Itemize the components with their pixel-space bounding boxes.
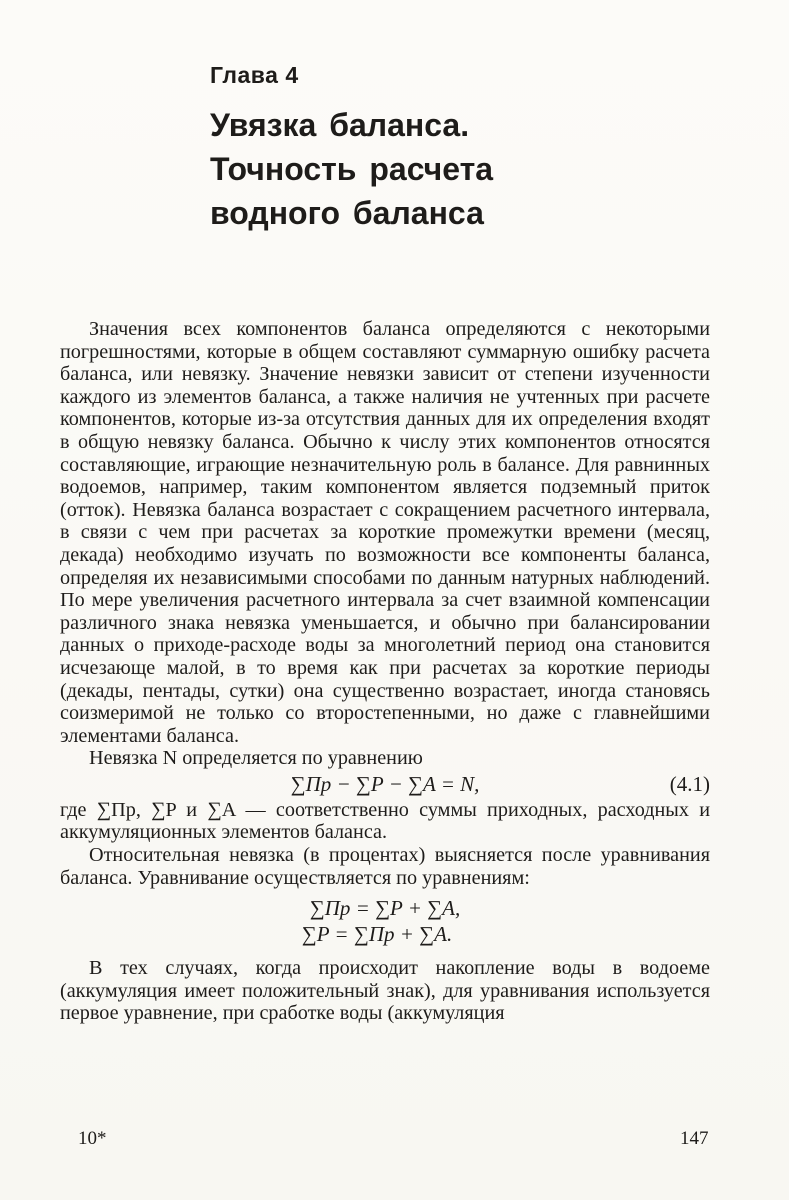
equation-4-1 bbox=[60, 772, 710, 797]
balancing-equation-2: ∑P = ∑Пр + ∑A. bbox=[301, 922, 453, 947]
chapter-title-line-3: водного баланса bbox=[210, 195, 484, 231]
paragraph-relative-residual: Относительная невязка (в процентах) выясняется после уравнивания баланса. Уравнивание осуществляется по уравнениям: bbox=[60, 844, 710, 889]
page-number: 147 bbox=[680, 1128, 709, 1149]
chapter-label: Глава 4 bbox=[210, 62, 299, 88]
body-text bbox=[60, 318, 710, 1025]
signature-mark: 10* bbox=[78, 1128, 107, 1149]
paragraph-where: где ∑Пр, ∑P и ∑A — соответственно суммы приходных, расходных и аккумуляционных элементов баланса. bbox=[60, 798, 710, 844]
paragraph-definition: Невязка N определяется по уравнению bbox=[89, 747, 423, 770]
chapter-heading bbox=[210, 62, 630, 235]
chapter-title bbox=[210, 103, 630, 235]
equation-number: (4.1) bbox=[669, 771, 710, 796]
equation-4-1-body: ∑Пр − ∑P − ∑A = N, bbox=[290, 771, 480, 796]
chapter-title-line-1: Увязка баланса. bbox=[210, 107, 470, 143]
paragraph-cases: В тех случаях, когда происходит накопление воды в водоеме (аккумуляция имеет положительный знак), для уравнивания используется первое уравнение, при сработке воды (аккумуляция bbox=[60, 957, 710, 1025]
paragraph-intro: Значения всех компонентов баланса определяются с некоторыми погрешностями, которые в общем составляют суммарную ошибку расчета баланса, или невязку. Значение невязки зависит от степени изученности каждого из элементов баланса, а также наличия не учтенных при расчете компонентов, которые из-за отсутствия данных для их определения входят в общую невязку баланса. Обычно к числу этих компонентов относятся составляющие, играющие незначительную роль в балансе. Для равнинных водоемов, например, таким компонентом является подземный приток (отток). Невязка баланса возрастает с сокращением расчетного интервала, в связи с чем при расчетах за короткие промежутки времени (месяц, декада) необходимо изучать по возможности все компоненты баланса, определяя их независимыми способами по данным натурных наблюдений. По мере увеличения расчетного интервала за счет взаимной компенсации различного знака невязка уменьшается, и обычно при балансировании данных о приходе-расходе воды за многолетний период она становится исчезающе малой, в то время как при расчетах за короткие периоды (декады, пентады, сутки) она существенно возрастает, иногда становясь соизмеримой не только со второстепенными, но даже с главнейшими элементами баланса. bbox=[60, 318, 710, 747]
balancing-equations bbox=[60, 895, 710, 947]
balancing-equation-1: ∑Пр = ∑P + ∑A, bbox=[309, 896, 461, 921]
chapter-title-line-2: Точность расчета bbox=[210, 151, 494, 187]
